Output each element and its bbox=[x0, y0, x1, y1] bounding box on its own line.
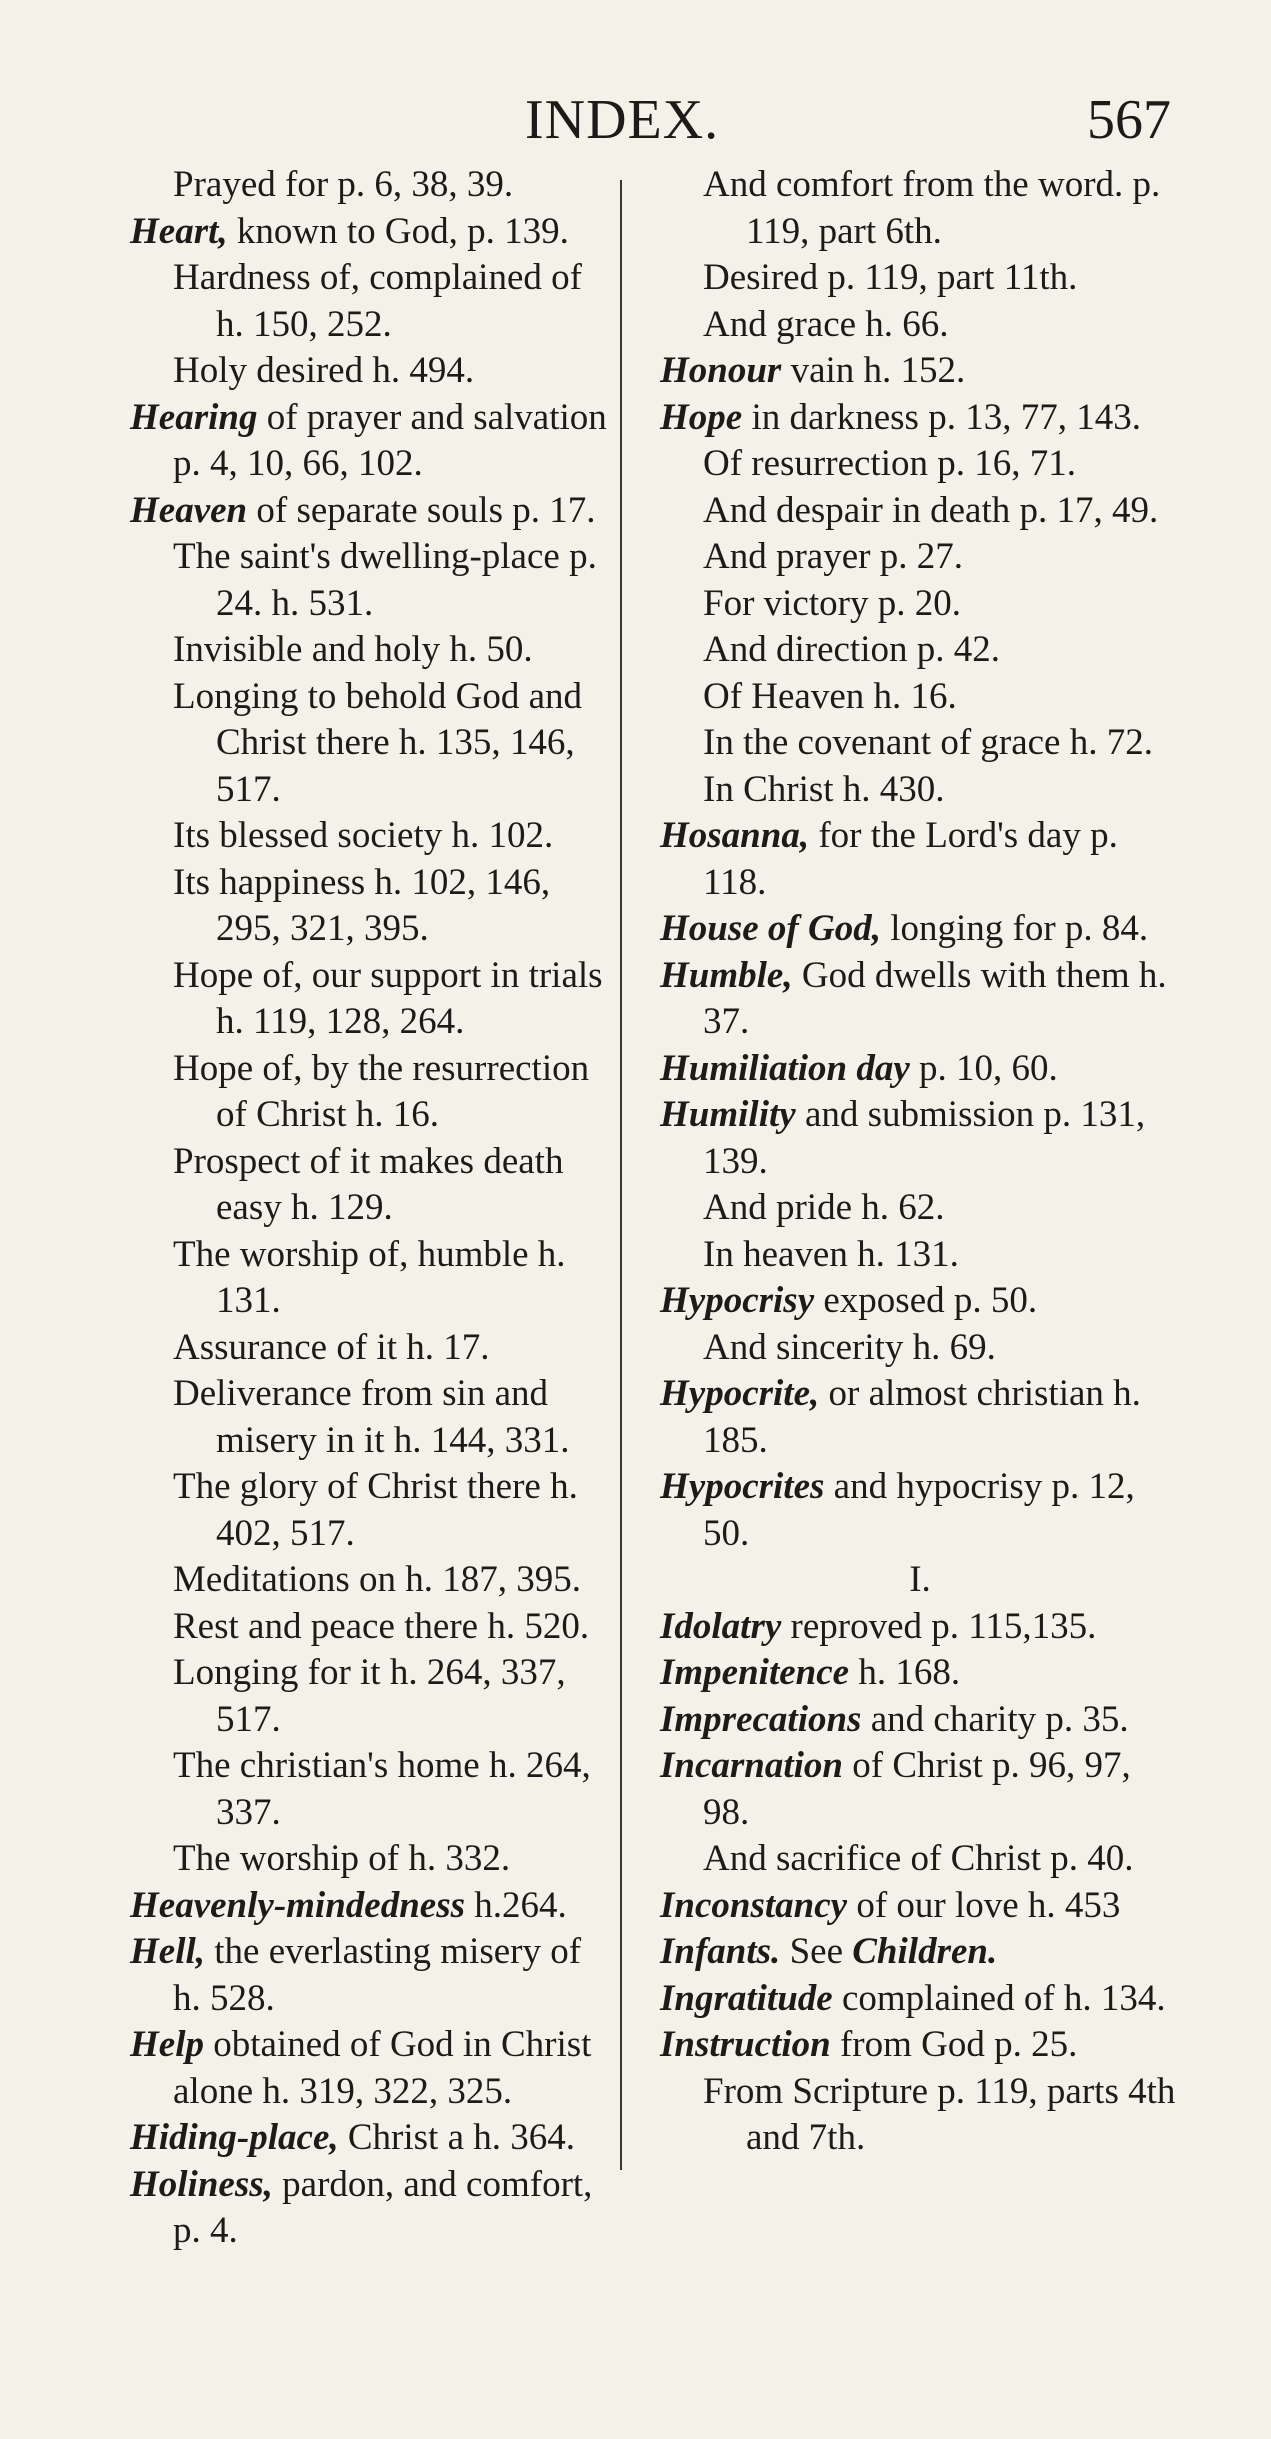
entry-heading: Hypocrite, bbox=[660, 1373, 820, 1414]
subentry-text: Prayed for p. 6, 38, 39. bbox=[173, 164, 514, 205]
index-column-right bbox=[660, 162, 1180, 2162]
entry-heading: Hearing bbox=[130, 396, 258, 438]
subentry-text: Desired p. 119, part 11th. bbox=[703, 257, 1078, 298]
entry-text: pardon, and comfort, p. 4. bbox=[173, 2163, 593, 2251]
index-subentry bbox=[130, 162, 608, 209]
index-entry bbox=[130, 209, 608, 256]
entry-text: vain h. 152. bbox=[781, 350, 966, 391]
subentry-text: Assurance of it h. 17. bbox=[173, 1326, 490, 1368]
entry-text: known to God, p. 139. bbox=[227, 210, 569, 252]
subentry-text: The worship of, humble h. 131. bbox=[173, 1233, 566, 1321]
entry-heading: Impenitence bbox=[660, 1652, 850, 1693]
index-subentry bbox=[130, 953, 608, 1046]
index-subentry bbox=[130, 534, 608, 627]
subentry-text: The christian's home h. 264, 337. bbox=[173, 1745, 591, 1833]
index-subentry bbox=[660, 441, 1180, 488]
index-subentry bbox=[130, 813, 608, 860]
index-entry bbox=[130, 1929, 608, 2022]
entry-heading: Heaven bbox=[130, 489, 248, 531]
entry-heading: House of God, bbox=[660, 908, 881, 949]
subentry-text: Hope of, our support in trials h. 119, 128, 264. bbox=[173, 954, 603, 1042]
subentry-text: Longing for it h. 264, 337, 517. bbox=[173, 1652, 566, 1740]
index-subentry bbox=[130, 1046, 608, 1139]
index-subentry bbox=[660, 255, 1180, 302]
entry-heading: Heart, bbox=[130, 210, 228, 252]
index-subentry bbox=[130, 860, 608, 953]
entry-text: exposed p. 50. bbox=[814, 1280, 1038, 1321]
entry-heading: Idolatry bbox=[660, 1605, 782, 1647]
index-entry bbox=[660, 1092, 1180, 1185]
index-subentry bbox=[130, 1464, 608, 1557]
subentry-text: From Scripture p. 119, parts 4th and 7th. bbox=[703, 2070, 1176, 2158]
subentry-text: And prayer p. 27. bbox=[703, 536, 963, 577]
subentry-text: And direction p. 42. bbox=[703, 629, 1000, 670]
entry-text: and charity p. 35. bbox=[861, 1698, 1129, 1740]
subentry-text: Of Heaven h. 16. bbox=[703, 675, 957, 717]
index-entry bbox=[660, 1046, 1180, 1093]
subentry-text: Rest and peace there h. 520. bbox=[173, 1605, 590, 1647]
subentry-text: Meditations on h. 187, 395. bbox=[173, 1559, 582, 1600]
index-entry bbox=[130, 395, 608, 488]
index-subentry bbox=[660, 488, 1180, 535]
entry-heading: Honour bbox=[660, 350, 782, 391]
index-entry bbox=[660, 953, 1180, 1046]
index-entry bbox=[660, 1929, 1180, 1976]
subentry-text: Hope of, by the resurrection of Christ h. 16. bbox=[173, 1047, 590, 1135]
entry-heading: Hope bbox=[660, 396, 743, 438]
entry-text: of Christ p. 96, 97, 98. bbox=[703, 1745, 1131, 1833]
entry-text: Christ a h. 364. bbox=[338, 2117, 576, 2158]
entry-heading: Hiding-place, bbox=[130, 2117, 339, 2158]
entry-heading: Infants. bbox=[660, 1931, 781, 1972]
index-subentry bbox=[660, 720, 1180, 767]
subentry-text: And despair in death p. 17, 49. bbox=[703, 489, 1159, 531]
index-subentry bbox=[130, 1371, 608, 1464]
entry-heading: Inconstancy bbox=[660, 1884, 848, 1926]
index-subentry bbox=[660, 1185, 1180, 1232]
subentry-text: The worship of h. 332. bbox=[173, 1838, 511, 1879]
subentry-text: Its happiness h. 102, 146, 295, 321, 395. bbox=[173, 861, 551, 949]
index-subentry bbox=[130, 1650, 608, 1743]
entry-heading: Instruction bbox=[660, 2024, 831, 2065]
index-subentry bbox=[660, 2069, 1180, 2162]
index-subentry bbox=[660, 1325, 1180, 1372]
subentry-text: The glory of Christ there h. 402, 517. bbox=[173, 1466, 578, 1554]
subentry-text: Longing to behold God and Christ there h. 135, 146, 517. bbox=[173, 675, 583, 810]
entry-text: of prayer and salvation p. 4, 10, 66, 102. bbox=[173, 396, 607, 484]
entry-text: obtained of God in Christ alone h. 319, 322, 325. bbox=[173, 2024, 592, 2112]
entry-heading: Hypocrites bbox=[660, 1466, 825, 1507]
entry-text: of our love h. 453 bbox=[847, 1884, 1121, 1926]
entry-heading: Heavenly-mindedness bbox=[130, 1884, 466, 1926]
entry-heading: Hell, bbox=[130, 1931, 206, 1972]
index-subentry bbox=[130, 1604, 608, 1651]
subentry-text: Its blessed society h. 102. bbox=[173, 815, 554, 856]
entry-text: God dwells with them h. 37. bbox=[703, 954, 1167, 1042]
index-entry bbox=[660, 2022, 1180, 2069]
subentry-text: And grace h. 66. bbox=[703, 303, 949, 345]
index-entry bbox=[130, 1883, 608, 1930]
subentry-text: In heaven h. 131. bbox=[703, 1233, 959, 1275]
index-subentry bbox=[660, 1232, 1180, 1279]
entry-text: from God p. 25. bbox=[830, 2024, 1078, 2065]
index-subentry bbox=[130, 1557, 608, 1604]
entry-text: longing for p. 84. bbox=[880, 908, 1149, 949]
entry-heading: Help bbox=[130, 2024, 204, 2065]
index-subentry bbox=[130, 1743, 608, 1836]
index-entry bbox=[130, 2162, 608, 2255]
index-entry bbox=[660, 1650, 1180, 1697]
index-subentry bbox=[130, 627, 608, 674]
index-entry bbox=[660, 906, 1180, 953]
entry-text: and hypocrisy p. 12, 50. bbox=[703, 1466, 1135, 1554]
index-entry bbox=[660, 395, 1180, 442]
index-entry bbox=[660, 1743, 1180, 1836]
index-subentry bbox=[130, 1325, 608, 1372]
index-subentry bbox=[130, 348, 608, 395]
index-subentry bbox=[660, 534, 1180, 581]
index-entry bbox=[660, 1371, 1180, 1464]
column-divider bbox=[620, 180, 622, 2170]
index-subentry bbox=[660, 581, 1180, 628]
index-entry bbox=[660, 1604, 1180, 1651]
index-entry bbox=[130, 2022, 608, 2115]
entry-text: for the Lord's day p. 118. bbox=[703, 815, 1118, 903]
index-entry bbox=[660, 1278, 1180, 1325]
index-entry bbox=[660, 1697, 1180, 1744]
index-subentry bbox=[130, 674, 608, 814]
index-subentry bbox=[660, 302, 1180, 349]
page-number: 567 bbox=[1087, 89, 1171, 151]
index-entry bbox=[660, 1464, 1180, 1557]
index-subentry bbox=[660, 674, 1180, 721]
subentry-text: The saint's dwelling-place p. 24. h. 531. bbox=[173, 536, 597, 624]
page-title: INDEX. bbox=[525, 89, 720, 151]
entry-heading: Humble, bbox=[660, 954, 793, 996]
entry-text: h. 168. bbox=[849, 1652, 961, 1693]
entry-text: or almost christian h. 185. bbox=[703, 1373, 1141, 1461]
subentry-text: Invisible and holy h. 50. bbox=[173, 629, 533, 670]
entry-text: complained of h. 134. bbox=[832, 1977, 1166, 2019]
subentry-text: In Christ h. 430. bbox=[703, 768, 945, 810]
entry-text: of separate souls p. 17. bbox=[247, 489, 596, 531]
index-entry bbox=[660, 813, 1180, 906]
index-entry bbox=[130, 488, 608, 535]
index-subentry bbox=[660, 767, 1180, 814]
index-column-left bbox=[130, 162, 608, 2255]
subentry-text: Deliverance from sin and misery in it h. 144, 331. bbox=[173, 1373, 570, 1461]
index-subentry bbox=[130, 1836, 608, 1883]
page-header bbox=[0, 88, 1271, 158]
entry-text: See bbox=[780, 1931, 853, 1972]
subentry-text: And pride h. 62. bbox=[703, 1187, 945, 1228]
entry-text: the everlasting misery of h. 528. bbox=[173, 1931, 582, 2019]
subentry-text: For victory p. 20. bbox=[703, 582, 961, 624]
index-subentry bbox=[130, 1139, 608, 1232]
index-subentry bbox=[130, 255, 608, 348]
entry-text: in darkness p. 13, 77, 143. bbox=[742, 396, 1141, 438]
section-letter: I. bbox=[909, 1559, 931, 1600]
entry-heading: Hypocrisy bbox=[660, 1280, 815, 1321]
subentry-text: And comfort from the word. p. 119, part 6th. bbox=[703, 164, 1161, 252]
index-entry bbox=[660, 348, 1180, 395]
subentry-text: Of resurrection p. 16, 71. bbox=[703, 443, 1076, 484]
subentry-text: In the covenant of grace h. 72. bbox=[703, 722, 1153, 763]
subentry-text: Prospect of it makes death easy h. 129. bbox=[173, 1140, 564, 1228]
entry-heading: Incarnation bbox=[660, 1745, 844, 1786]
entry-heading: Hosanna, bbox=[660, 815, 810, 856]
entry-heading: Ingratitude bbox=[660, 1977, 833, 2019]
entry-heading: Imprecations bbox=[660, 1698, 862, 1740]
see-reference: Children. bbox=[852, 1931, 998, 1972]
subentry-text: Holy desired h. 494. bbox=[173, 350, 475, 391]
entry-text: reproved p. 115,135. bbox=[781, 1605, 1097, 1647]
index-subentry bbox=[660, 1836, 1180, 1883]
index-subentry bbox=[660, 162, 1180, 255]
entry-text: and submission p. 131, 139. bbox=[703, 1094, 1146, 1182]
subentry-text: And sincerity h. 69. bbox=[703, 1326, 996, 1368]
entry-heading: Humility bbox=[660, 1094, 796, 1135]
index-entry bbox=[660, 1976, 1180, 2023]
entry-text: p. 10, 60. bbox=[909, 1047, 1058, 1089]
subentry-text: And sacrifice of Christ p. 40. bbox=[703, 1838, 1134, 1879]
index-entry bbox=[130, 2115, 608, 2162]
entry-heading: Humiliation day bbox=[660, 1047, 910, 1089]
index-subentry bbox=[660, 627, 1180, 674]
entry-text: h.264. bbox=[465, 1884, 567, 1926]
entry-heading: Holiness, bbox=[130, 2163, 273, 2205]
index-entry bbox=[660, 1883, 1180, 1930]
index-subentry bbox=[130, 1232, 608, 1325]
subentry-text: Hardness of, complained of h. 150, 252. bbox=[173, 257, 582, 345]
